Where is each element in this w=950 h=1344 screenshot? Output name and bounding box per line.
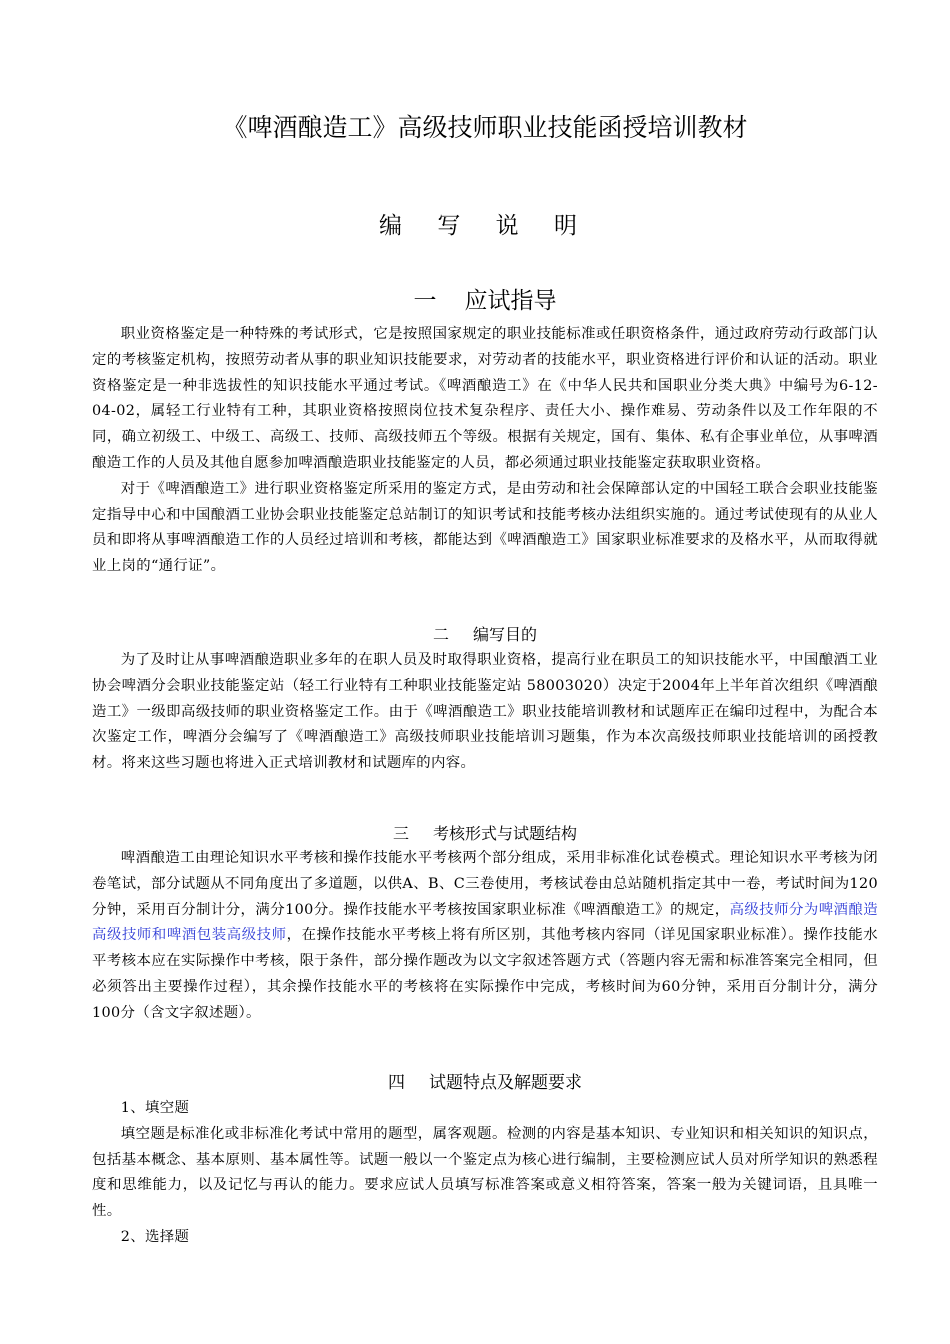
section-3-body [92,846,878,1027]
section-1-number: 一 [413,288,437,314]
section-1-paragraph-1: 职业资格鉴定是一种特殊的考试形式，它是按照国家规定的职业技能标准或任职资格条件，通过政府劳动行政部门认定的考核鉴定机构，按照劳动者从事的职业知识技能要求，对劳动者的技能水平，职业资格进行评价和认证的活动。职业资格鉴定是一种非选拔性的知识技能水平通过考试。《啤酒酿造工》在《中华人民共和国职业分类大典》中编号为6-12-04-02，属轻工行业特有工种，其职业资格按照岗位技术复杂程序、责任大小、操作难易、劳动条件以及工作年限的不同，确立初级工、中级工、高级工、技师、高级技师五个等级。根据有关规定，国有、集体、私有企事业单位，从事啤酒酿造工作的人员及其他自愿参加啤酒酿造职业技能鉴定的人员，都必须通过职业技能鉴定获取职业资格。 [92,326,878,471]
section-3-title: 考核形式与试题结构 [433,824,578,843]
item-1-label: 1、填空题 [120,1100,190,1116]
section-1-heading [92,283,878,319]
section-1-title: 应试指导 [464,288,557,314]
section-3-paragraph [92,846,878,1027]
section-3-heading [92,821,878,847]
item-2-label: 2、选择题 [120,1228,190,1245]
section-1-paragraph-2: 对于《啤酒酿造工》进行职业资格鉴定所采用的鉴定方式，是由劳动和社会保障部认定的中国轻工联合会职业技能鉴定指导中心和中国酿酒工业协会职业技能鉴定总站制订的知识考试和技能考核办法组织实施的。通过考试使现有的从业人员和即将从事啤酒酿造工作的人员经过培训和考核，都能达到《啤酒酿造工》国家职业标准要求的及格水平，从而取得就业上岗的“通行证”。 [92,480,878,575]
section-2-body [92,648,878,777]
section-4-heading [92,1070,878,1096]
section-2-paragraph: 为了及时让从事啤酒酿造职业多年的在职人员及时取得职业资格，提高行业在职员工的知识技能水平，中国酿酒工业协会啤酒分会职业技能鉴定站（轻工行业特有工种职业技能鉴定站 58003020）决定于2004年上半年首次组织《啤酒酿造工》一级即高级技师的职业资格鉴定工作。由于《啤酒酿造工》职业技能培训教材和试题库正在编印过程中，为配合本次鉴定工作，啤酒分会编写了《啤酒酿造工》高级技师职业技能培训习题集，作为本次高级技师职业技能培训的函授教材。将来这些习题也将进入正式培训教材和试题库的内容。 [92,652,878,772]
section-3-text-after: ，在操作技能水平考核上将有所区别，其他考核内容同（详见国家职业标准）。操作技能水平考核本应在实际操作中考核，限于条件，部分操作题改为以文字叙述答题方式（答题内容无需和标准答案完全相同，但必须答出主要操作过程），其余操作技能水平的考核将在实际操作中完成，考核时间为60分钟，采用百分制计分，满分100分（含文字叙述题）。 [92,927,878,1021]
section-3-highlight: 高级技师分为啤酒酿造高级技师和啤酒包装高级技师 [92,901,878,944]
section-3-text-before: 啤酒酿造工由理论知识水平考核和操作技能水平考核两个部分组成，采用非标准化试卷模式。理论知识水平考核为闭卷笔试，部分试题从不同角度出了多道题，以供A、B、C三卷使用，考核试卷由总站随机指定其中一卷，考试时间为120分钟，采用百分制计分，满分100分。操作技能水平考核按国家职业标准《啤酒酿造工》的规定， [92,850,878,918]
section-2-number: 二 [432,625,449,644]
section-1-body [92,322,878,580]
section-2-title: 编写目的 [473,625,538,644]
document-title: 《啤酒酿造工》高级技师职业技能函授培训教材 [222,113,748,142]
document-subtitle: 编 写 说 明 [379,213,591,239]
section-2-heading [92,622,878,648]
section-4-body [92,1096,878,1251]
section-4-title: 试题特点及解题要求 [429,1073,582,1093]
item-1-text: 填空题是标准化或非标准化考试中常用的题型，属客观题。检测的内容是基本知识、专业知识和相关知识的知识点，包括基本概念、基本原则、基本属性等。试题一般以一个鉴定点为核心进行编制，主要检测应试人员对所学知识的熟悉程度和思维能力，以及记忆与再认的能力。要求应试人员填写标准答案或意义相符答案，答案一般为关键词语，且具唯一性。 [92,1125,878,1220]
section-4-number: 四 [388,1073,405,1093]
section-3-number: 三 [392,824,409,843]
